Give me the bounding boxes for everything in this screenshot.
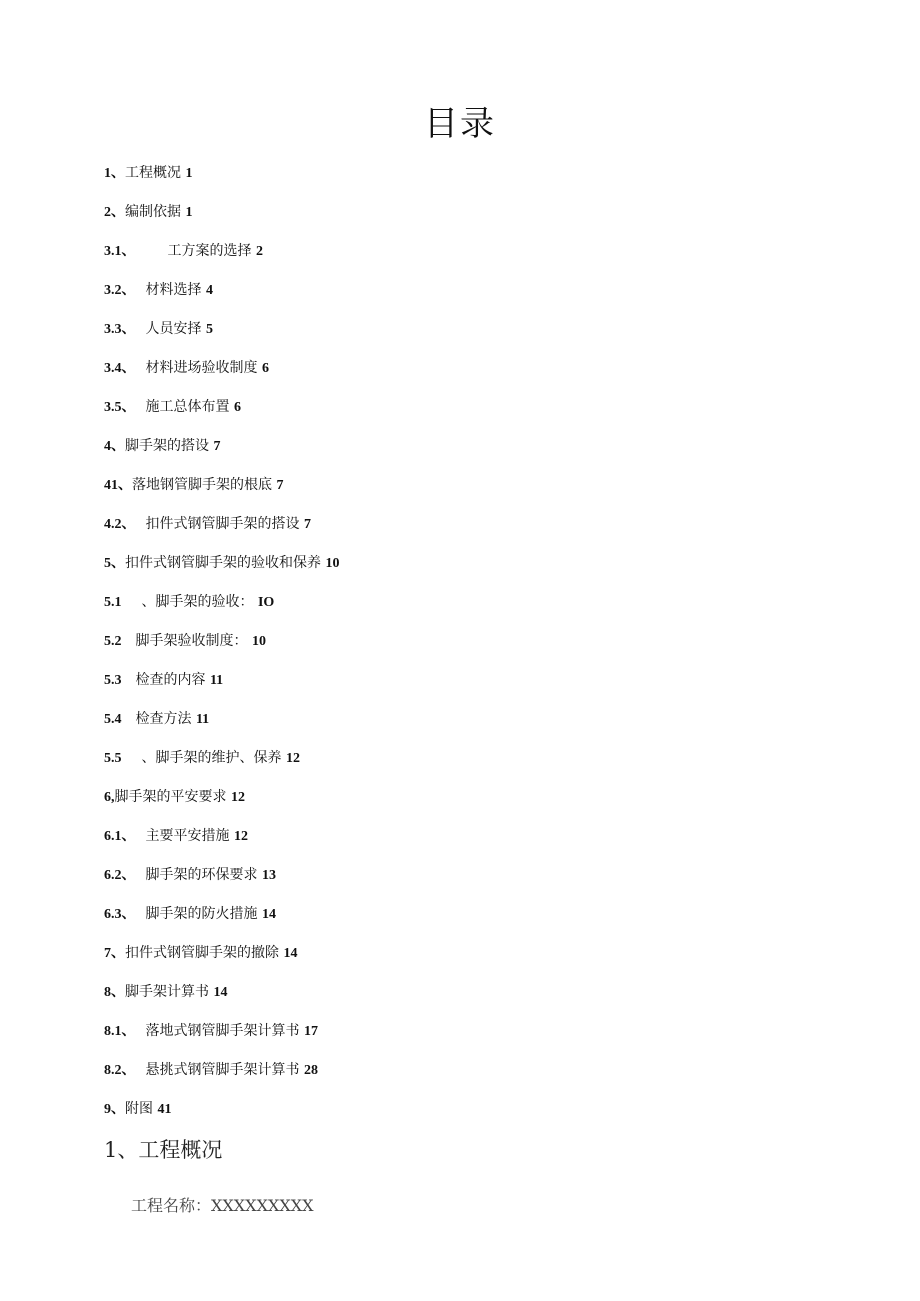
toc-entry-title: 检查方法	[135, 711, 192, 727]
toc-entry-page: 12	[285, 751, 300, 766]
toc-entry-title: 工程概况	[125, 165, 181, 181]
section-heading: 1、工程概况	[104, 1138, 223, 1162]
toc-entry-page: 6	[261, 361, 269, 376]
toc-entry-title: 工方案的选择	[167, 243, 252, 259]
toc-entry-page: 1	[185, 205, 193, 220]
toc-list	[104, 160, 339, 1135]
toc-entry-page: 10	[251, 634, 266, 649]
toc-entry[interactable]	[104, 1018, 339, 1057]
toc-entry-page: 7	[303, 517, 311, 532]
toc-entry-title: 脚手架的平安要求	[114, 789, 227, 805]
toc-entry-title: 、脚手架的验收：	[141, 594, 254, 610]
toc-entry-page: 14	[283, 946, 298, 961]
toc-entry[interactable]	[104, 706, 339, 745]
toc-entry-title: 附图	[125, 1101, 153, 1117]
toc-entry-page: 5	[205, 322, 213, 337]
toc-entry-number: 3.2、	[104, 283, 136, 298]
toc-entry-number: 8、	[104, 985, 125, 1000]
toc-entry-title: 材料进场验收制度	[145, 360, 258, 376]
toc-entry[interactable]	[104, 667, 339, 706]
toc-entry[interactable]	[104, 277, 339, 316]
toc-entry[interactable]	[104, 862, 339, 901]
toc-entry[interactable]	[104, 433, 339, 472]
toc-entry-number: 6,	[104, 790, 115, 805]
toc-entry-page: 10	[325, 556, 340, 571]
toc-entry-number: 3.1、	[104, 244, 136, 259]
toc-entry-number: 5.2	[104, 634, 122, 649]
toc-entry[interactable]	[104, 1096, 339, 1135]
project-name-line: 工程名称：XXXXXXXXX	[131, 1196, 314, 1215]
toc-entry-page: 7	[276, 478, 284, 493]
toc-entry[interactable]	[104, 550, 339, 589]
toc-entry-page: 41	[157, 1102, 172, 1117]
toc-entry[interactable]	[104, 901, 339, 940]
toc-entry-page: 1	[185, 166, 193, 181]
toc-entry-title: 脚手架的防火措施	[145, 906, 258, 922]
toc-entry-title: 主要平安措施	[145, 828, 230, 844]
toc-entry-number: 9、	[104, 1102, 125, 1117]
toc-entry-title: 脚手架的搭设	[125, 438, 209, 454]
toc-entry-number: 5.4	[104, 712, 122, 727]
toc-entry-number: 6.1、	[104, 829, 136, 844]
toc-entry-page: 14	[261, 907, 276, 922]
toc-entry-number: 3.3、	[104, 322, 136, 337]
toc-entry-title: 施工总体布置	[145, 399, 230, 415]
toc-entry[interactable]	[104, 511, 339, 550]
toc-entry[interactable]	[104, 940, 339, 979]
toc-entry-title: 脚手架验收制度：	[135, 633, 248, 649]
toc-entry-title: 材料选择	[145, 282, 202, 298]
toc-entry-title: 扣件式钢管脚手架的搭设	[145, 516, 300, 532]
toc-entry[interactable]	[104, 1057, 339, 1096]
toc-entry-page: 2	[255, 244, 263, 259]
toc-entry-number: 8.2、	[104, 1063, 136, 1078]
toc-entry-number: 3.5、	[104, 400, 136, 415]
toc-entry-page: IO	[257, 595, 275, 610]
toc-entry-page: 12	[233, 829, 248, 844]
toc-entry[interactable]	[104, 784, 339, 823]
toc-entry-page: 4	[205, 283, 213, 298]
toc-entry-title: 落地钢管脚手架的根底	[132, 477, 272, 493]
toc-entry[interactable]	[104, 628, 339, 667]
toc-entry-page: 13	[261, 868, 276, 883]
toc-entry-number: 5.5	[104, 751, 122, 766]
toc-entry-title: 人员安择	[145, 321, 202, 337]
toc-entry-title: 编制依据	[125, 204, 181, 220]
toc-entry-title: 扣件式钢管脚手架的撤除	[125, 945, 279, 961]
toc-entry-number: 1、	[104, 166, 125, 181]
toc-entry-number: 5、	[104, 556, 125, 571]
toc-entry-title: 扣件式钢管脚手架的验收和保养	[125, 555, 321, 571]
toc-entry-page: 11	[209, 673, 224, 688]
toc-title: 目录	[424, 104, 496, 144]
toc-entry-number: 4、	[104, 439, 125, 454]
toc-entry-number: 41、	[104, 478, 132, 493]
toc-entry[interactable]	[104, 589, 339, 628]
toc-entry-number: 6.2、	[104, 868, 136, 883]
toc-entry-number: 3.4、	[104, 361, 136, 376]
toc-entry[interactable]	[104, 472, 339, 511]
toc-entry-page: 6	[233, 400, 241, 415]
toc-entry-page: 28	[303, 1063, 318, 1078]
toc-entry[interactable]	[104, 823, 339, 862]
toc-entry-number: 7、	[104, 946, 125, 961]
toc-entry-title: 检查的内容	[135, 672, 206, 688]
toc-entry-page: 14	[213, 985, 228, 1000]
toc-entry[interactable]	[104, 238, 339, 277]
toc-entry-title: 落地式钢管脚手架计算书	[145, 1023, 300, 1039]
toc-entry-number: 6.3、	[104, 907, 136, 922]
toc-entry[interactable]	[104, 979, 339, 1018]
toc-entry-number: 5.3	[104, 673, 122, 688]
toc-entry-title: 脚手架的环保要求	[145, 867, 258, 883]
toc-entry-title: 悬挑式钢管脚手架计算书	[145, 1062, 300, 1078]
toc-entry-number: 5.1	[104, 595, 122, 610]
toc-entry-number: 8.1、	[104, 1024, 136, 1039]
toc-entry-page: 7	[213, 439, 221, 454]
toc-entry[interactable]	[104, 355, 339, 394]
toc-entry-page: 12	[230, 790, 245, 805]
toc-entry[interactable]	[104, 316, 339, 355]
toc-entry-number: 4.2、	[104, 517, 136, 532]
toc-entry[interactable]	[104, 160, 339, 199]
toc-entry-title: 脚手架计算书	[125, 984, 209, 1000]
toc-entry-page: 17	[303, 1024, 318, 1039]
toc-entry[interactable]	[104, 199, 339, 238]
toc-entry[interactable]	[104, 394, 339, 433]
toc-entry-number: 2、	[104, 205, 125, 220]
toc-entry-page: 11	[195, 712, 210, 727]
toc-entry[interactable]	[104, 745, 339, 784]
toc-entry-title: 、脚手架的维护、保养	[141, 750, 282, 766]
